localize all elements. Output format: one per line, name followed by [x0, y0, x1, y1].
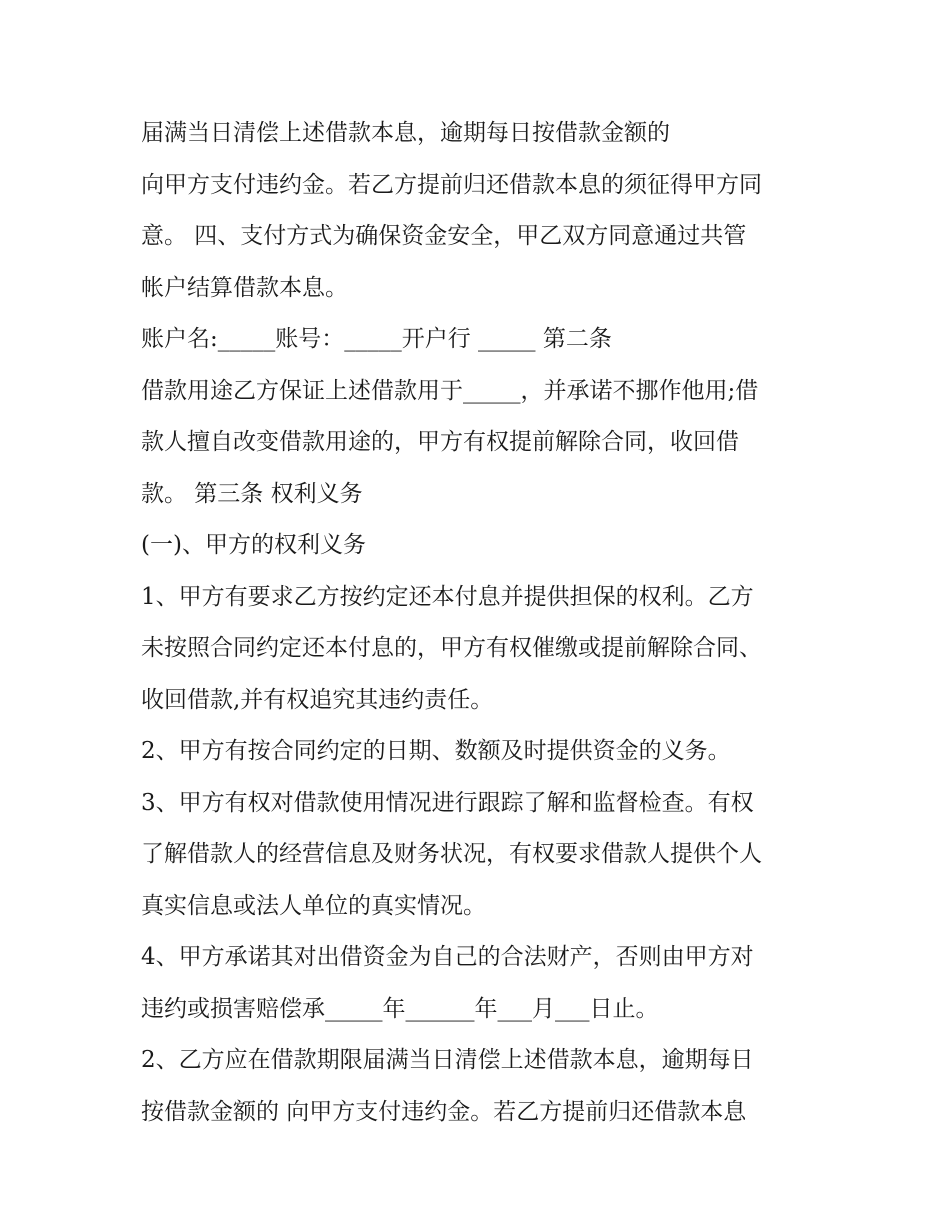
text-line: 4、甲方承诺其对出借资金为自己的合法财产，否则由甲方对 — [141, 944, 754, 970]
text-line: 3、甲方有权对借款使用情况进行跟踪了解和监督检查。有权 — [141, 789, 754, 816]
text-line: 收回借款,并有权追究其违约责任。 — [141, 686, 494, 713]
text-line: 2、乙方应在借款期限届满当日清偿上述借款本息，逾期每日 — [141, 1047, 754, 1073]
text-line: 真实信息或法人单位的真实情况。 — [141, 892, 486, 919]
text-line: 2、甲方有按合同约定的日期、数额及时提供资金的义务。 — [141, 738, 731, 764]
text-line: 未按照合同约定还本付息的，甲方有权催缴或提前解除合同、 — [141, 635, 762, 661]
text-line: 帐户结算借款本息。 — [141, 274, 348, 301]
text-line: 款人擅自改变借款用途的，甲方有权提前解除合同，收回借 — [141, 429, 739, 455]
text-line: 借款用途乙方保证上述借款用于_____，并承诺不挪作他用;借 — [141, 377, 759, 404]
text-line: 按借款金额的 向甲方支付违约金。若乙方提前归还借款本息 — [141, 1098, 747, 1125]
text-line: 款。 第三条 权利义务 — [141, 480, 363, 507]
text-line: 向甲方支付违约金。若乙方提前归还借款本息的须征得甲方同 — [141, 171, 762, 198]
contract-body-text — [141, 108, 831, 1138]
text-line: 1、甲方有要求乙方按约定还本付息并提供担保的权利。乙方 — [141, 583, 754, 610]
text-line: 意。 四、支付方式为确保资金安全，甲乙双方同意通过共管 — [141, 223, 747, 249]
text-line: 账户名:_____账号：_____开户行 _____ 第二条 — [141, 326, 612, 352]
text-line: (一)、甲方的权利义务 — [141, 532, 366, 558]
text-line: 违约或损害赔偿承_____年______年___月___日止。 — [141, 995, 659, 1022]
text-line: 届满当日清偿上述借款本息，逾期每日按借款金额的 — [141, 120, 670, 146]
text-line: 了解借款人的经营信息及财务状况，有权要求借款人提供个人 — [141, 841, 762, 867]
